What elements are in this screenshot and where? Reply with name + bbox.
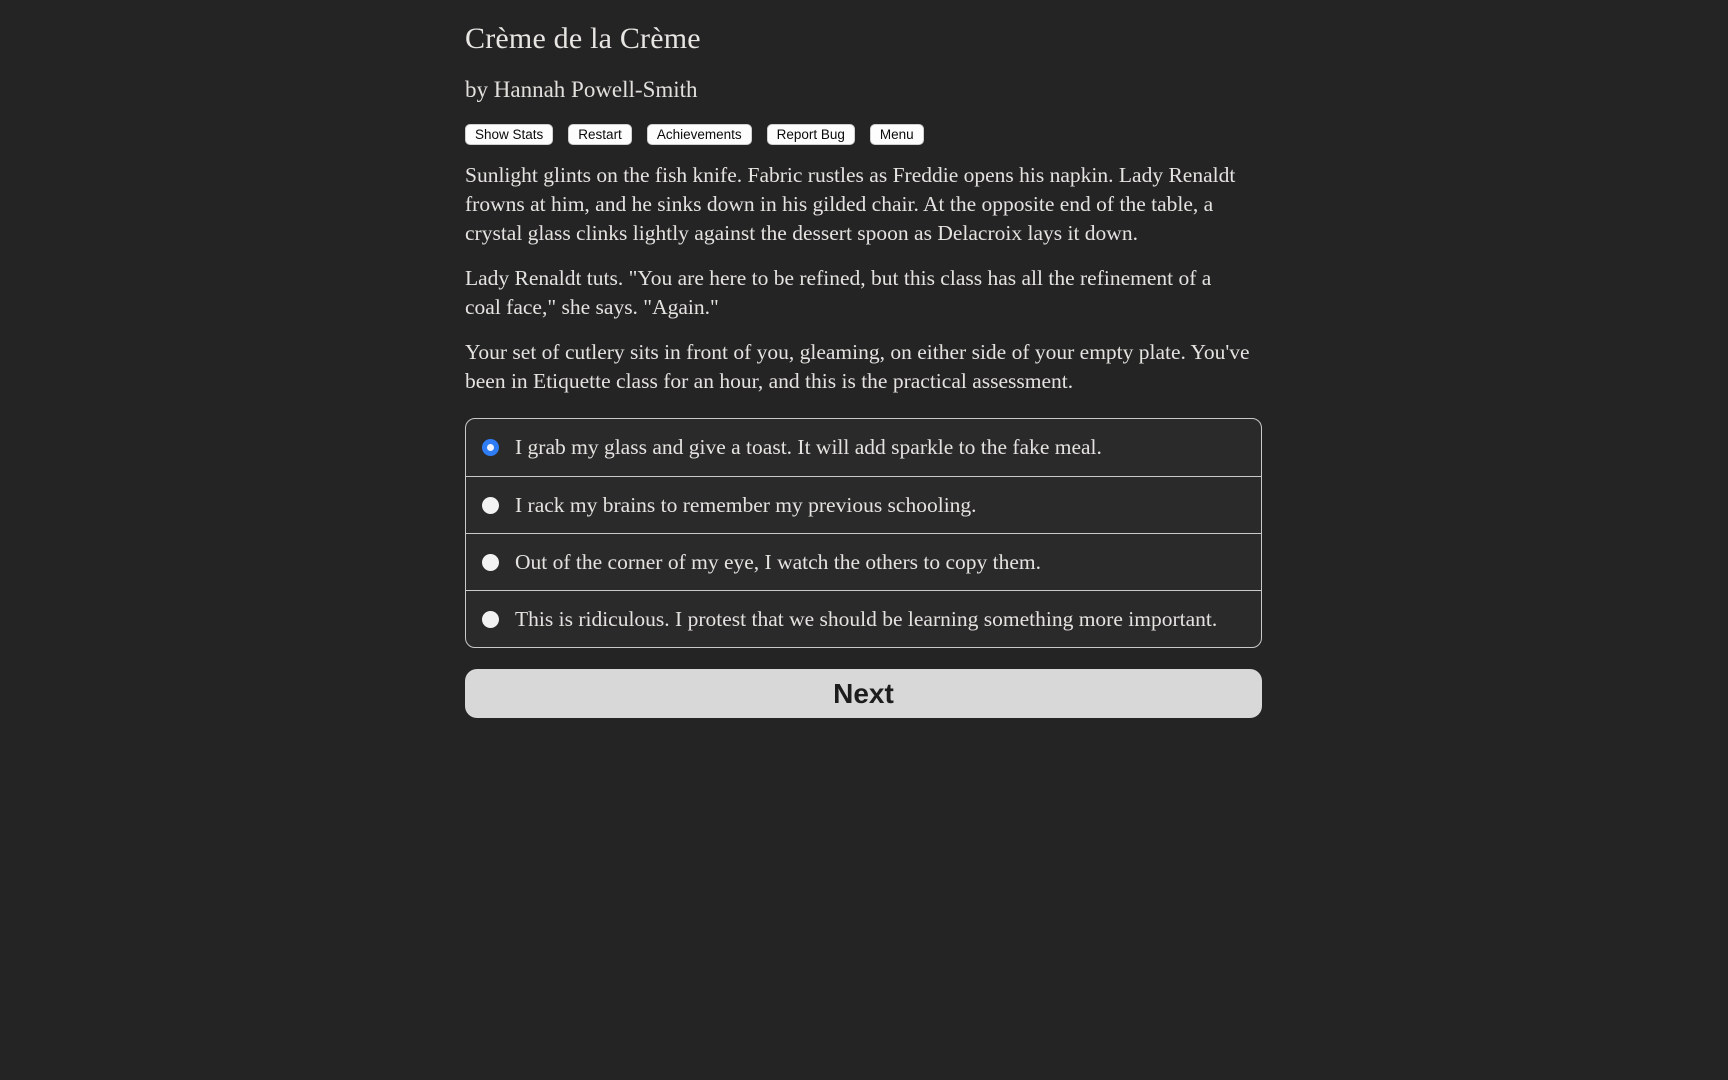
choice-option-label: This is ridiculous. I protest that we should be learning something more important. [515, 606, 1218, 631]
game-content-column [465, 0, 1262, 718]
story-paragraph: Lady Renaldt tuts. "You are here to be refined, but this class has all the refinement of a coal face," she says. "Again." [465, 266, 1212, 319]
story-text [465, 161, 1262, 396]
menu-button[interactable]: Menu [870, 124, 924, 145]
choice-option-2[interactable] [466, 476, 1261, 533]
choice-option-1[interactable] [466, 419, 1261, 476]
restart-button[interactable]: Restart [568, 124, 632, 145]
radio-button-icon[interactable] [482, 554, 499, 571]
author-byline: by Hannah Powell-Smith [465, 77, 698, 102]
radio-button-icon[interactable] [482, 439, 499, 456]
choice-list [465, 418, 1262, 648]
story-paragraph: Sunlight glints on the fish knife. Fabric rustles as Freddie opens his napkin. Lady Renaldt frowns at him, and he sinks down in his gilded chair. At the opposite end of the table, a crystal glass clinks lightly against the dessert spoon as Delacroix lays it down. [465, 163, 1236, 245]
show-stats-button[interactable]: Show Stats [465, 124, 553, 145]
radio-button-icon[interactable] [482, 497, 499, 514]
choice-option-label: I grab my glass and give a toast. It will add sparkle to the fake meal. [515, 435, 1102, 459]
achievements-button[interactable]: Achievements [647, 124, 752, 145]
radio-button-icon[interactable] [482, 611, 499, 628]
choice-option-label: Out of the corner of my eye, I watch the others to copy them. [515, 549, 1041, 574]
choice-option-4[interactable] [466, 590, 1261, 647]
choice-option-label: I rack my brains to remember my previous schooling. [515, 492, 977, 517]
next-button[interactable]: Next [465, 669, 1262, 718]
report-bug-button[interactable]: Report Bug [767, 124, 855, 145]
story-paragraph: Your set of cutlery sits in front of you, gleaming, on either side of your empty plate. You've been in Etiquette class for an hour, and this is the practical assessment. [465, 340, 1250, 393]
toolbar [465, 124, 1262, 145]
page-title: Crème de la Crème [465, 22, 701, 55]
choice-option-3[interactable] [466, 533, 1261, 590]
